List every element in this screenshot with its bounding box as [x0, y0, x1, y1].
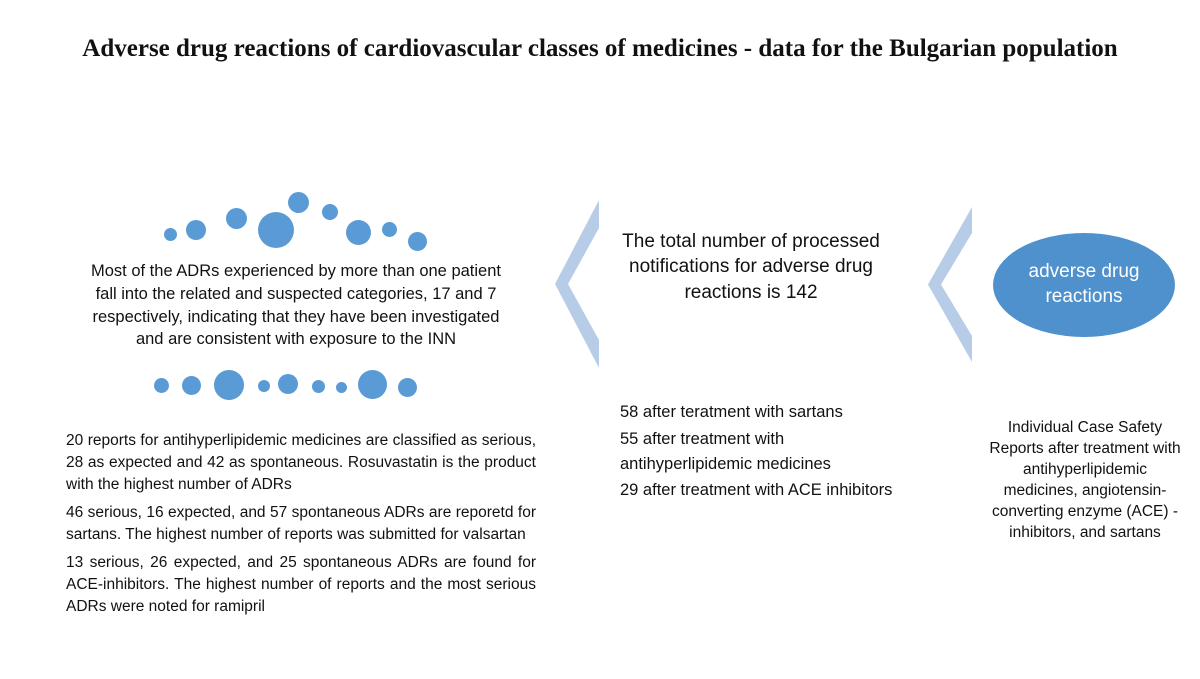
decorative-dot	[336, 382, 347, 393]
decorative-dot	[358, 370, 387, 399]
dot-cluster-top	[150, 190, 460, 260]
list-item: 29 after treatment with ACE inhibitors	[620, 481, 893, 500]
decorative-dot	[226, 208, 247, 229]
decorative-dot	[288, 192, 309, 213]
decorative-dot	[186, 220, 206, 240]
decorative-dot	[182, 376, 201, 395]
decorative-dot	[164, 228, 177, 241]
dot-cluster-bottom	[148, 368, 438, 410]
left-body-text	[66, 430, 536, 624]
left-paragraph: 13 serious, 26 expected, and 25 spontaneous ADRs are found for ACE-inhibitors. The highest number of reports and the most serious ADRs were noted for ramipril	[66, 554, 536, 615]
decorative-dot	[278, 374, 298, 394]
decorative-dot	[258, 212, 294, 248]
decorative-dot	[382, 222, 397, 237]
list-item: 55 after treatment with antihyperlipidemic medicines	[620, 429, 831, 473]
right-caption-text: Individual Case Safety Reports after treatment with antihyperlipidemic medicines, angiotensin-converting enzyme (ACE) - inhibitors, and sartans	[989, 419, 1181, 542]
list-item: 58 after teratment with sartans	[620, 403, 843, 421]
decorative-dot	[312, 380, 325, 393]
chevron-left-icon-right	[925, 207, 975, 362]
middle-items-list	[620, 400, 920, 505]
left-paragraph: 20 reports for antihyperlipidemic medicines are classified as serious, 28 as expected and 42 as spontaneous. Rosuvastatin is the product with the highest number of ADRs	[66, 432, 536, 493]
page-title: Adverse drug reactions of cardiovascular classes of medicines - data for the Bulgarian population	[82, 35, 1118, 62]
adverse-drug-reactions-ellipse	[993, 233, 1175, 337]
decorative-dot	[346, 220, 371, 245]
ellipse-label: adverse drug reactions	[1028, 261, 1140, 307]
decorative-dot	[322, 204, 338, 220]
decorative-dot	[154, 378, 169, 393]
decorative-dot	[398, 378, 417, 397]
middle-heading: The total number of processed notifications for adverse drug reactions is 142	[622, 231, 880, 303]
decorative-dot	[408, 232, 427, 251]
left-heading: Most of the ADRs experienced by more than one patient fall into the related and suspected categories, 17 and 7 respectively, indicating that they have been investigated and are consistent with exposure to the INN	[91, 262, 501, 349]
left-paragraph: 46 serious, 16 expected, and 57 spontaneous ADRs are reporetd for sartans. The highest number of reports was submitted for valsartan	[66, 504, 536, 543]
decorative-dot	[258, 380, 270, 392]
chevron-left-icon-middle	[552, 200, 602, 368]
decorative-dot	[214, 370, 244, 400]
